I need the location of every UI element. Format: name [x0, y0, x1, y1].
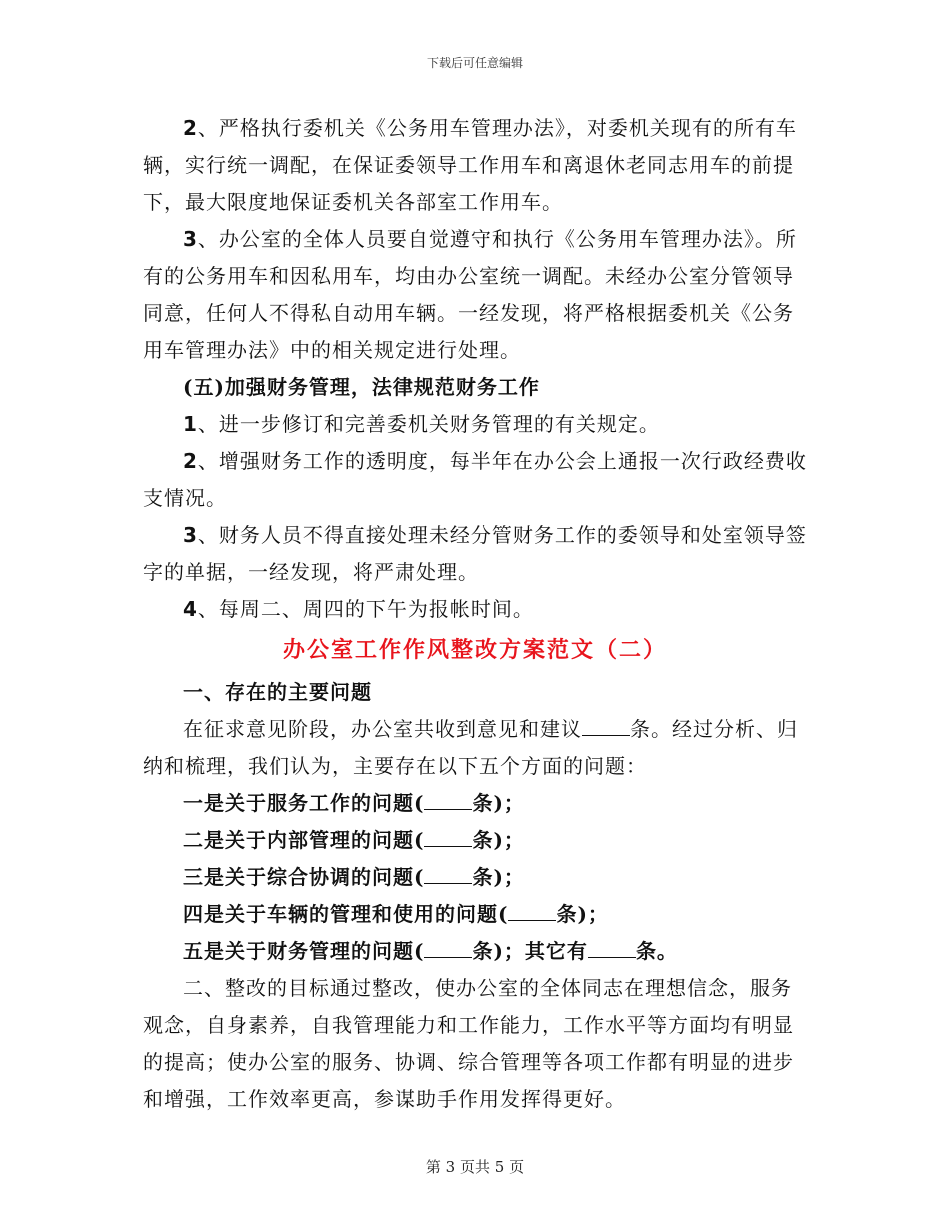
issue-text: 条。 [635, 939, 678, 963]
issue-line-4 [143, 896, 807, 933]
fill-in-blank [424, 828, 472, 847]
paragraph-finance-item-4 [143, 591, 807, 628]
fill-in-blank [508, 902, 556, 921]
paragraph-finance-item-1 [143, 406, 807, 443]
page-header: 下载后可任意编辑 [426, 56, 523, 70]
paragraph-rectification-goal: 二、整改的目标通过整改，使办公室的全体同志在理想信念，服务观念，自身素养，自我管理能力和工作能力，工作水平等方面均有明显的提高；使办公室的服务、协调、综合管理等各项工作都有明显的进步和增强，工作效率更高，参谋助手作用发挥得更好。 [143, 976, 794, 1111]
item-text: 、进一步修订和完善委机关财务管理的有关规定。 [197, 412, 660, 436]
fill-in-blank [588, 939, 636, 958]
document-title: 办公室工作作风整改方案范文（二） [282, 638, 667, 663]
item-number: 3 [183, 227, 198, 251]
issue-text: 四是关于车辆的管理和使用的问题( [183, 902, 509, 926]
issue-text: 条)；其它有 [472, 939, 588, 963]
issue-text: 条)； [472, 865, 525, 889]
issue-text: 条)； [472, 791, 525, 815]
item-number: 1 [183, 412, 198, 436]
issue-line-2 [143, 822, 807, 859]
document-body [143, 110, 807, 1118]
issue-line-5 [143, 933, 807, 970]
page-footer: 第 3 页共 5 页 [425, 1158, 525, 1176]
item-number: 2 [183, 449, 198, 473]
fill-in-blank [424, 791, 472, 810]
fill-in-blank [582, 717, 630, 736]
item-number: 2 [183, 116, 198, 140]
item-text: 、办公室的全体人员要自觉遵守和执行《公务用车管理办法》。所有的公务用车和因私用车，均由办公室统一调配。未经办公室分管领导同意，任何人不得私自动用车辆。一经发现，将严格根据委机关《公务用车管理办法》中的相关规定进行处理。 [143, 227, 797, 362]
issue-line-3 [143, 859, 807, 896]
item-text: 、增强财务工作的透明度，每半年在办公会上通报一次行政经费收支情况。 [143, 449, 807, 510]
intro-text-b: 条。经过分析、归纳和梳理，我们认为，主要存在以下五个方面的问题： [143, 717, 798, 778]
section-heading-problems: 一、存在的主要问题 [183, 680, 372, 704]
paragraph-finance-item-2 [143, 443, 807, 517]
issue-text: 条)； [556, 902, 609, 926]
paragraph-vehicle-item-2 [143, 110, 807, 221]
issue-text: 条)； [472, 828, 525, 852]
intro-text-a: 在征求意见阶段，办公室共收到意见和建议 [183, 717, 582, 741]
item-number: 3 [183, 523, 198, 547]
paragraph-finance-item-3 [143, 517, 807, 591]
fill-in-blank [424, 939, 472, 958]
issue-text: 一是关于服务工作的问题( [183, 791, 425, 815]
item-text: 、每周二、周四的下午为报帐时间。 [197, 597, 534, 621]
issue-text: 五是关于财务管理的问题( [183, 939, 425, 963]
item-number: 4 [183, 597, 198, 621]
paragraph-vehicle-item-3 [143, 221, 807, 369]
fill-in-blank [424, 865, 472, 884]
issue-line-1 [143, 785, 807, 822]
item-text: 、财务人员不得直接处理未经分管财务工作的委领导和处室领导签字的单据，一经发现，将严肃处理。 [143, 523, 807, 584]
paragraph-problems-intro [143, 711, 807, 785]
section-heading-finance: (五)加强财务管理，法律规范财务工作 [183, 375, 540, 399]
item-text: 、严格执行委机关《公务用车管理办法》，对委机关现有的所有车辆，实行统一调配，在保证委领导工作用车和离退休老同志用车的前提下，最大限度地保证委机关各部室工作用车。 [143, 116, 797, 214]
issue-text: 二是关于内部管理的问题( [183, 828, 425, 852]
issue-text: 三是关于综合协调的问题( [183, 865, 425, 889]
